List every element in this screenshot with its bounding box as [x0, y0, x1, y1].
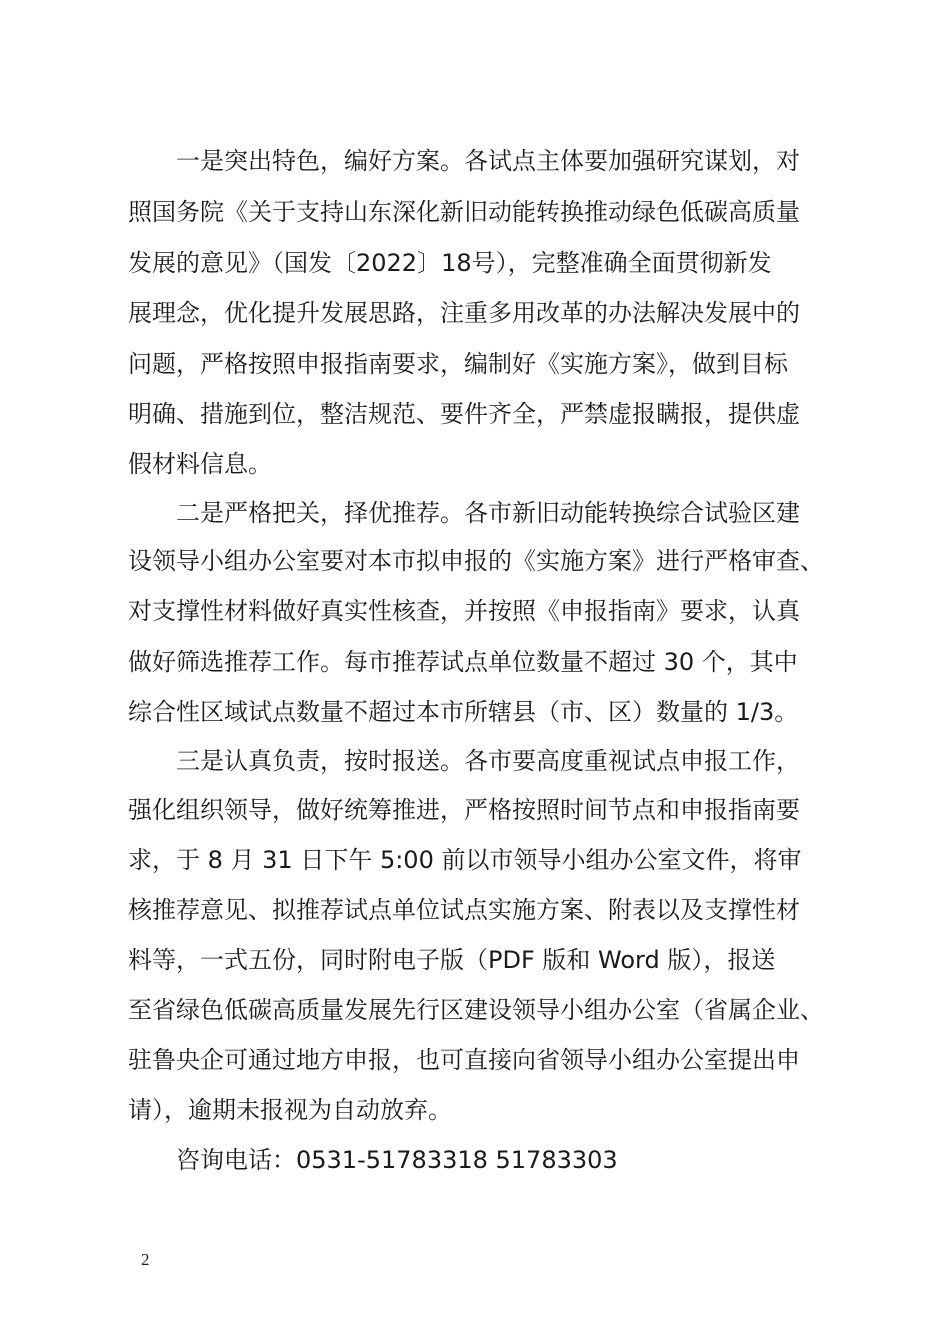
paragraph-2-line-4: 做好筛选推荐工作。每市推荐试点单位数量不超过 30 个，其中: [128, 648, 798, 676]
paragraph-2-line-5: 综合性区域试点数量不超过本市所辖县（市、区）数量的 1/3。: [128, 698, 799, 726]
paragraph-1-line-4: 展理念，优化提升发展思路，注重多用改革的办法解决发展中的: [128, 299, 800, 327]
paragraph-2-line-1: 二是严格把关，择优推荐。各市新旧动能转换综合试验区建: [128, 499, 800, 527]
paragraph-1-line-5: 问题，严格按照申报指南要求，编制好《实施方案》，做到目标: [128, 350, 788, 378]
paragraph-1-line-6: 明确、措施到位，整洁规范、要件齐全，严禁虚报瞒报，提供虚: [128, 400, 800, 428]
page-number: 2: [141, 1250, 150, 1269]
paragraph-1-line-3: 发展的意见》（国发〔2022〕18号），完整准确全面贯彻新发: [128, 249, 772, 277]
paragraph-3-line-3: 求，于 8 月 31 日下午 5:00 前以市领导小组办公室文件，将审: [128, 846, 802, 874]
paragraph-3-line-5: 料等，一式五份，同时附电子版（PDF 版和 Word 版），报送: [128, 946, 776, 974]
paragraph-3-line-4: 核推荐意见、拟推荐试点单位试点实施方案、附表以及支撑性材: [128, 896, 800, 924]
paragraph-3-line-6: 至省绿色低碳高质量发展先行区建设领导小组办公室（省属企业、: [128, 996, 824, 1024]
paragraph-1-line-7: 假材料信息。: [128, 450, 272, 478]
paragraph-3-line-8: 请），逾期未报视为自动放弃。: [128, 1096, 452, 1124]
paragraph-2-line-3: 对支撑性材料做好真实性核查，并按照《申报指南》要求，认真: [128, 597, 800, 625]
paragraph-3-line-1: 三是认真负责，按时报送。各市要高度重视试点申报工作，: [128, 747, 800, 775]
paragraph-2-line-2: 设领导小组办公室要对本市拟申报的《实施方案》进行严格审查、: [128, 547, 824, 575]
paragraph-1-line-1: 一是突出特色，编好方案。各试点主体要加强研究谋划，对: [128, 147, 800, 175]
paragraph-3-line-7: 驻鲁央企可通过地方申报，也可直接向省领导小组办公室提出申: [128, 1046, 800, 1074]
paragraph-3-line-2: 强化组织领导，做好统筹推进，严格按照时间节点和申报指南要: [128, 796, 800, 824]
paragraph-1-line-2: 照国务院《关于支持山东深化新旧动能转换推动绿色低碳高质量: [128, 198, 800, 226]
contact-phone-line: 咨询电话：0531-51783318 51783303: [128, 1146, 618, 1174]
